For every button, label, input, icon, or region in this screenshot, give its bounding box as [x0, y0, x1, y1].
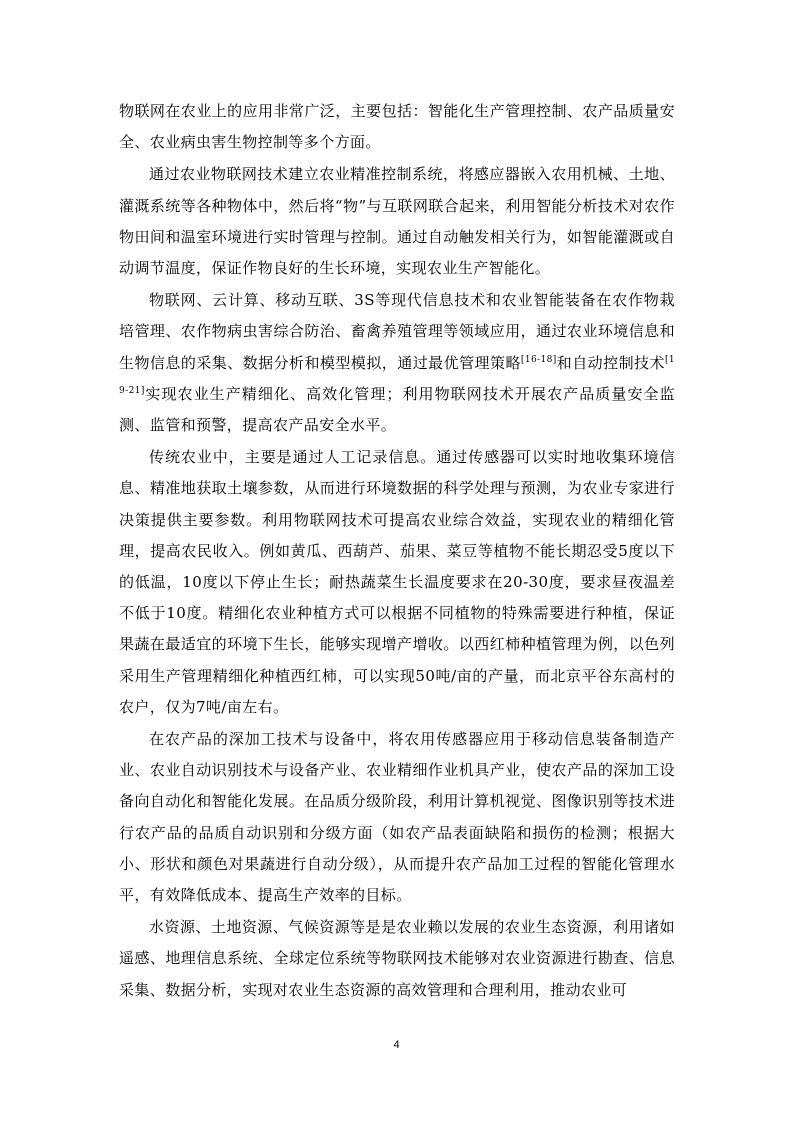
citation-16-18: [16-18] [520, 354, 557, 365]
paragraph-precision-control: 通过农业物联网技术建立农业精准控制系统，将感应器嵌入农用机械、土地、灌溉系统等各种物体中，然后将“物”与互联网联合起来，利用智能分析技术对农作物田间和温室环境进行实时管理与控制。通过自动触发相关行为，如智能灌溉或自动调节温度，保证作物良好的生长环境，实现农业生产智能化。 [119, 165, 675, 278]
paragraph-modern-it-text-1: 物联网、云计算、移动互联、3S等现代信息技术和农业智能装备在农作物栽培管理、农作物病虫害综合防治、畜禽养殖管理等领域应用，通过农业环境信息和生物信息的采集、数据分析和模型模拟，通过最优管理策略 [119, 291, 675, 372]
paragraph-traditional-agriculture: 传统农业中，主要是通过人工记录信息。通过传感器可以实时地收集环境信息、精准地获取土壤参数，从而进行环境数据的科学处理与预测，为农业专家进行决策提供主要参数。利用物联网技术可提高农业综合效益，实现农业的精细化管理，提高农民收入。例如黄瓜、西葫芦、茄果、菜豆等植物不能长期忍受5度以下的低温，10度以下停止生长；耐热蔬菜生长温度要求在20-30度，要求昼夜温差不低于10度。精细化农业种植方式可以根据不同植物的特殊需要进行种植，保证果蔬在最适宜的环境下生长，能够实现增产增收。以西红柿种植管理为例，以色列采用生产管理精细化种植西红柿，可以实现50吨/亩的产量，而北京平谷东高村的农户，仅为7吨/亩左右。 [119, 448, 675, 716]
page-number: 4 [393, 1039, 400, 1051]
paragraph-modern-it-text-2: 和自动控制技术 [556, 353, 665, 372]
citation-19-21: [19-21] [119, 354, 675, 396]
body-text [119, 96, 675, 1007]
paragraph-iot-applications: 物联网在农业上的应用非常广泛，主要包括：智能化生产管理控制、农产品质量安全、农业病虫害生物控制等多个方面。 [119, 102, 675, 152]
paragraph-modern-it [119, 285, 675, 441]
paragraph-deep-processing: 在农产品的深加工技术与设备中，将农用传感器应用于移动信息装备制造产业、农业自动识别技术与设备产业、农业精细作业机具产业，使农产品的深加工设备向自动化和智能化发展。在品质分级阶段，利用计算机视觉、图像识别等技术进行农产品的品质自动识别和分级方面（如农产品表面缺陷和损伤的检测；根据大小、形状和颜色对果蔬进行自动分级），从而提升农产品加工过程的智能化管理水平，有效降低成本、提高生产效率的目标。 [119, 730, 675, 905]
paragraph-resources: 水资源、土地资源、气候资源等是是农业赖以发展的农业生态资源，利用诸如遥感、地理信息系统、全球定位系统等物联网技术能够对农业资源进行勘查、信息采集、数据分析，实现对农业生态资源的高效管理和合理利用，推动农业可 [119, 918, 675, 999]
paragraph-modern-it-text-3: 实现农业生产精细化、高效化管理；利用物联网技术开展农产品质量安全监测、监管和预警，提高农产品安全水平。 [119, 384, 675, 435]
